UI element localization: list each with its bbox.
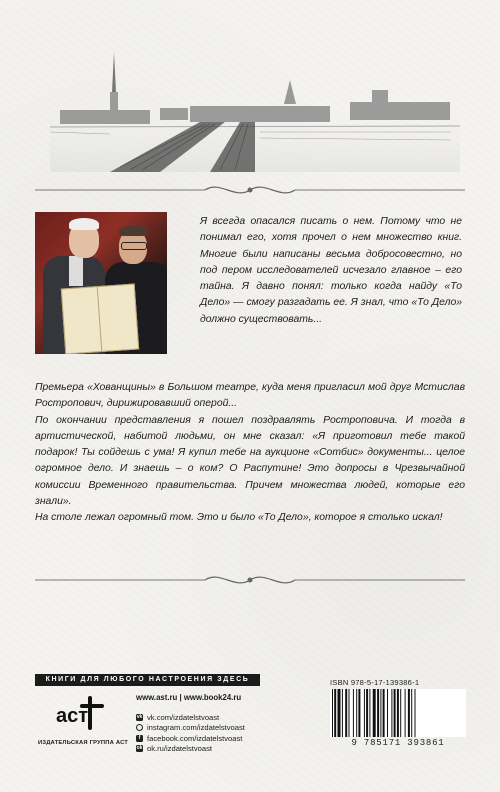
intro-text: Я всегда опасался писать о нем. Потому что не понимал его, хотя прочел о нем множество книг. Многие были написаны весьма добросовестно, но под пером исследователей исчезало главное – его тайна. Я давно понял: только когда найду «То Дело» — смогу разгадать ее. Я знал, что «То Дело» должно существовать... xyxy=(200,216,462,325)
website-links[interactable]: www.ast.ru | www.book24.ru xyxy=(136,693,242,702)
social-links xyxy=(136,712,245,754)
barcode-digits: 9 785171 393861 xyxy=(351,738,445,748)
city-engraving-illustration xyxy=(50,52,460,172)
social-link-odnoklassniki[interactable]: ok ok.ru/izdatelstvoast xyxy=(136,744,212,754)
social-link-instagram[interactable]: instagram.com/izdatelstvoast xyxy=(136,723,245,734)
ornament-divider-bottom xyxy=(35,568,465,592)
paragraph-2: По окончании представления я пошел поздравлять Ростроповича. И тогда в артистической, набитой людьми, он мне сказал: «Я приготовил тебе такой подарок! Ты сойдешь с ума! Я купил тебе на аукционе «Сотбис» документы... целое огромное дело. И знаешь – о ком? О Распутине! Это допросы в Чрезвычайной комиссии Временного правительства. Причем множества людей, которые его знали». xyxy=(35,414,465,508)
barcode xyxy=(330,689,466,737)
slogan-bar: КНИГИ ДЛЯ ЛЮБОГО НАСТРОЕНИЯ ЗДЕСЬ xyxy=(35,674,260,686)
svg-text:аст: аст xyxy=(56,705,89,727)
isbn-label: ISBN 978-5-17-139386-1 xyxy=(330,678,420,687)
facebook-icon: f xyxy=(136,735,143,742)
social-link-facebook[interactable]: f facebook.com/izdatelstvoast xyxy=(136,733,245,744)
odnoklassniki-icon: ok xyxy=(136,745,143,752)
ast-logo-icon xyxy=(54,692,110,732)
instagram-icon xyxy=(136,724,143,731)
publisher-name: ИЗДАТЕЛЬСКАЯ ГРУППА АСТ xyxy=(38,740,129,746)
vk-icon: vk xyxy=(136,713,143,720)
main-text xyxy=(35,380,465,527)
author-photo xyxy=(35,212,167,354)
paragraph-3: На столе лежал огромный том. Это и было «То Дело», которое я столько искал! xyxy=(35,512,443,524)
paragraph-1: Премьера «Хованщины» в Большом театре, куда меня пригласил мой друг Мстислав Ростропович, дирижировавший оперой... xyxy=(35,382,465,410)
social-link-vk[interactable]: vk vk.com/izdatelstvoast xyxy=(136,712,220,722)
ornament-divider-top xyxy=(35,178,465,202)
